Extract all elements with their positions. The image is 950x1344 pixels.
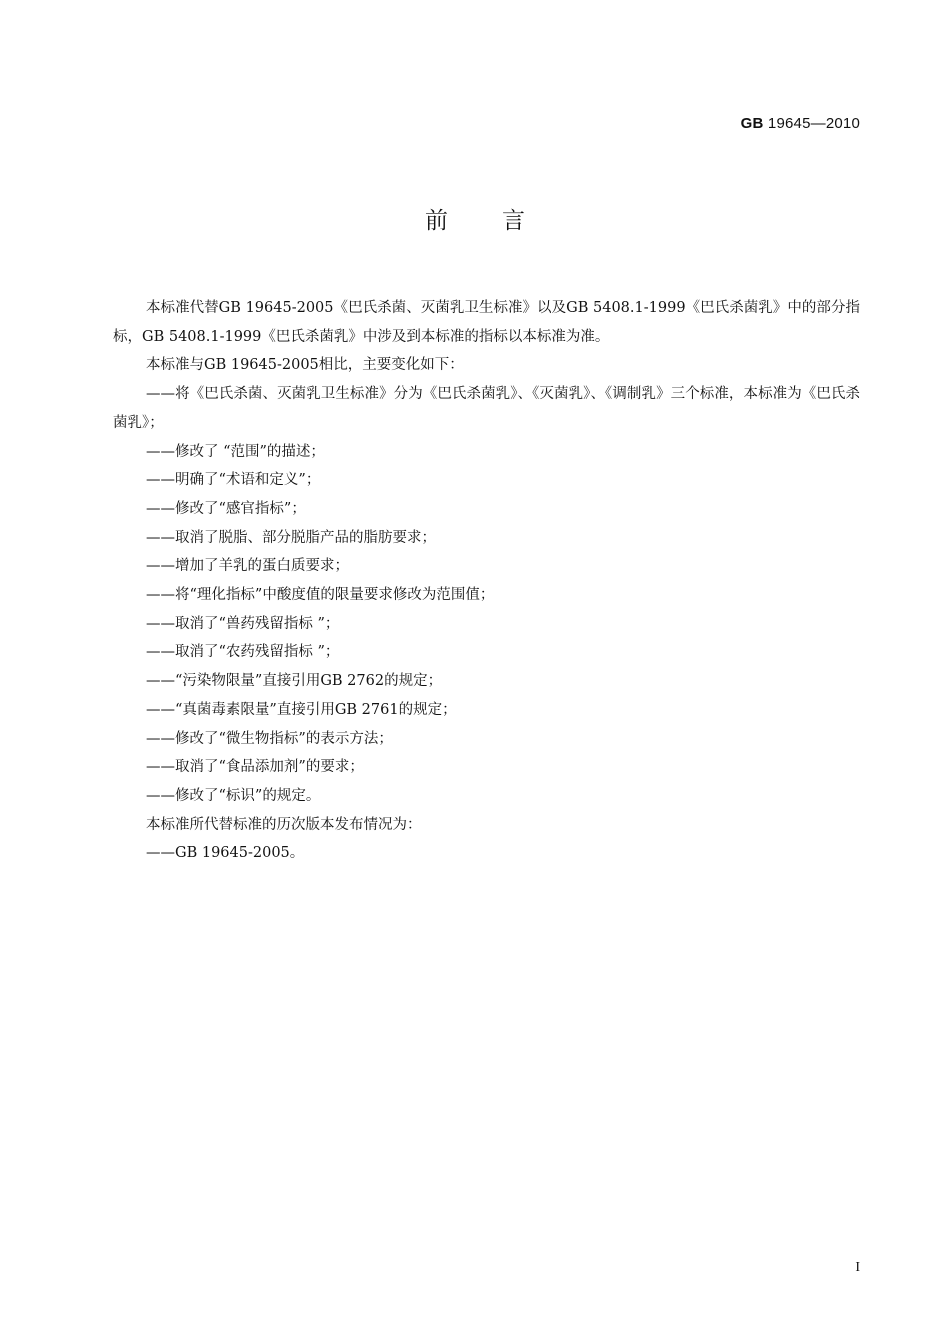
list-item: ——修改了 “范围”的描述； — [146, 443, 325, 460]
list-item: ——取消了“兽药残留指标 ”； — [146, 615, 340, 632]
standard-prefix: GB — [740, 115, 764, 132]
list-item: ——修改了“微生物指标”的表示方法； — [146, 730, 393, 747]
paragraph: 本标准所代替标准的历次版本发布情况为： — [146, 816, 422, 833]
foreword-body — [113, 294, 860, 868]
list-item: ——取消了“农药残留指标 ”； — [146, 644, 340, 661]
list-item: ——增加了羊乳的蛋白质要求； — [146, 558, 349, 575]
standard-code — [741, 115, 860, 132]
page-title: 前言 — [425, 208, 579, 234]
list-item: ——取消了脱脂、部分脱脂产品的脂肪要求； — [146, 529, 436, 546]
list-item: ——GB 19645-2005。 — [146, 845, 305, 862]
paragraph: 本标准代替GB 19645-2005《巴氏杀菌、灭菌乳卫生标准》以及GB 5408.1-1999《巴氏杀菌乳》中的部分指标，GB 5408.1-1999《巴氏杀菌乳》中涉及到本标准的指标以本标准为准。 — [113, 300, 860, 345]
list-item: ——“污染物限量”直接引用GB 2762的规定； — [146, 673, 443, 690]
list-item: ——修改了“标识”的规定。 — [146, 787, 321, 804]
paragraph: 本标准与GB 19645-2005相比，主要变化如下： — [146, 357, 464, 374]
standard-number: 19645—2010 — [763, 115, 860, 132]
list-item: ——将“理化指标”中酸度值的限量要求修改为范围值； — [146, 587, 495, 604]
list-item: ——修改了“感官指标”； — [146, 500, 306, 517]
list-item: ——取消了“食品添加剂”的要求； — [146, 759, 364, 776]
page-number: I — [855, 1260, 860, 1275]
list-item: ——将《巴氏杀菌、灭菌乳卫生标准》分为《巴氏杀菌乳》、《灭菌乳》、《调制乳》三个标准，本标准为《巴氏杀菌乳》； — [113, 386, 860, 431]
list-item: ——“真菌毒素限量”直接引用GB 2761的规定； — [146, 701, 457, 718]
list-item: ——明确了“术语和定义”； — [146, 472, 321, 489]
